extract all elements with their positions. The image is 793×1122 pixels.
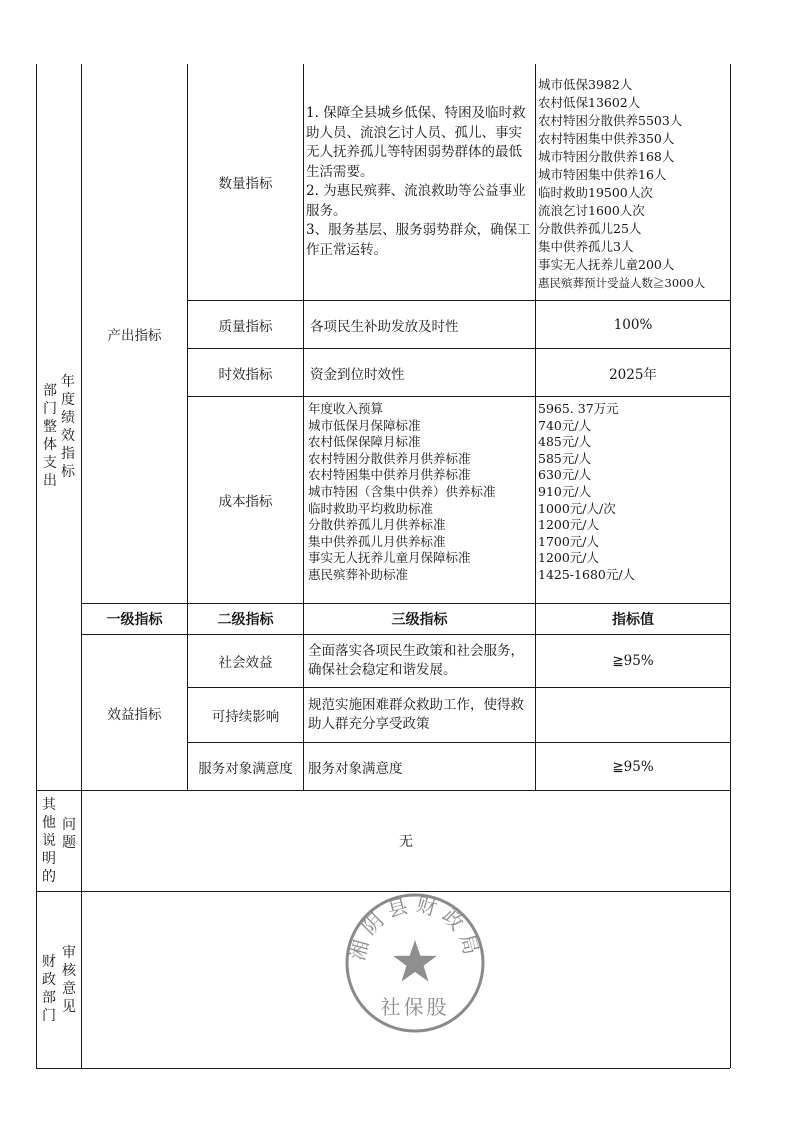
official-seal [340,888,490,1038]
quality-value: 100% [613,316,653,333]
quantity-description: 1. 保障全县城乡低保、特困及临时救助人员、流浪乞讨人员、孤儿、事实无人抚养孤儿等特困弱势群体的最低生活需要。 2. 为惠民殡葬、流浪救助等公益事业服务。 3、服务基层、服务弱势群众，确保工作正常运转。 [306,105,531,258]
other-label: 其 他 说 明 的 问 题 [42,797,76,885]
cost-value: 740元/人 [538,417,592,433]
benefit-row-value: ≧95% [612,758,654,775]
benefit-row-label: 社会效益 [218,655,273,671]
quantity-value: 农村低保13602人 [538,95,641,110]
benefit-row-label: 可持续影响 [211,709,280,725]
outer-label-left: 部 门 整 体 支 出 [43,383,57,489]
cost-item: 城市特困（含集中供养）供养标准 [308,483,496,499]
quality-indicator-label: 质量指标 [218,318,273,335]
header-level1: 一级指标 [106,612,163,628]
timeliness-value: 2025年 [609,366,657,383]
cost-item: 临时救助平均救助标准 [308,500,434,516]
cost-value: 1200元/人 [538,517,600,533]
timeliness-indicator-label: 时效指标 [218,366,273,383]
quantity-value: 城市低保3982人 [538,77,633,92]
cost-item: 集中供养孤儿月供养标准 [308,533,446,549]
cost-values [538,401,728,601]
seal-star-icon [393,940,437,982]
cost-indicator-label: 成本指标 [218,494,273,510]
header-level2: 二级指标 [217,612,274,628]
cost-value: 910元/人 [538,483,592,499]
cost-item: 分散供养孤儿月供养标准 [308,517,446,533]
benefit-row-value [536,688,730,742]
quantity-values [538,76,728,296]
cost-value: 585元/人 [538,450,592,466]
quantity-value: 农村特困分散供养5503人 [538,113,683,128]
output-indicator-label: 产出指标 [107,327,162,344]
cost-value: 1700元/人 [538,533,600,549]
cost-item: 年度收入预算 [308,401,384,416]
outer-label [37,64,81,790]
benefit-row-description: 规范实施困难群众救助工作，使得救助人群充分享受政策 [308,697,524,732]
benefit-row-value: ≧95% [612,653,654,669]
quantity-value: 流浪乞讨1600人次 [538,203,645,218]
quality-description: 各项民生补助发放及时性 [310,318,459,335]
cost-items [308,401,534,601]
seal-bottom-text: 社保股 [380,995,450,1019]
seal-arc-text: 湘阴县财政局 [345,892,485,963]
quantity-value: 集中供养孤儿3人 [538,239,634,254]
quantity-value: 农村特困集中供养350人 [538,131,675,146]
other-content: 无 [399,834,413,850]
cost-item: 惠民殡葬补助标准 [308,566,409,582]
header-level3: 三级指标 [391,612,448,628]
cost-item: 农村特困分散供养月供养标准 [308,450,471,466]
timeliness-description: 资金到位时效性 [310,366,405,383]
quantity-value: 城市特困分散供养168人 [538,149,675,164]
quantity-value: 事实无人抚养儿童200人 [538,257,675,272]
quantity-indicator-label: 数量指标 [218,176,273,192]
quantity-value: 惠民殡葬预计受益人数≧3000人 [538,276,706,290]
benefit-row-description: 服务对象满意度 [308,760,403,777]
cost-item: 城市低保月保障标准 [308,417,421,433]
quantity-value: 城市特困集中供养16人 [538,167,667,182]
outer-label-right: 年 度 绩 效 指 标 [61,374,75,480]
cost-value: 485元/人 [538,434,592,450]
benefit-indicator-label: 效益指标 [107,706,162,723]
benefit-row-label: 服务对象满意度 [198,760,293,777]
review-label: 财 政 部 门 审 核 意 见 [42,945,76,1024]
benefit-row-description: 全面落实各项民生政策和社会服务，确保社会稳定和谐发展。 [308,643,524,678]
quantity-value: 分散供养孤儿25人 [538,221,642,236]
cost-value: 5965. 37万元 [538,401,619,416]
header-value: 指标值 [612,612,654,628]
quantity-value: 临时救助19500人次 [538,185,653,200]
cost-item: 事实无人抚养儿童月保障标准 [308,550,471,566]
cost-item: 农村特困集中供养月供养标准 [308,467,471,483]
cost-value: 630元/人 [538,467,592,483]
cost-value: 1425-1680元/人 [538,566,636,582]
cost-value: 1000元/人/次 [538,500,616,516]
cost-value: 1200元/人 [538,550,600,566]
cost-item: 农村低保保障月标准 [308,434,421,450]
